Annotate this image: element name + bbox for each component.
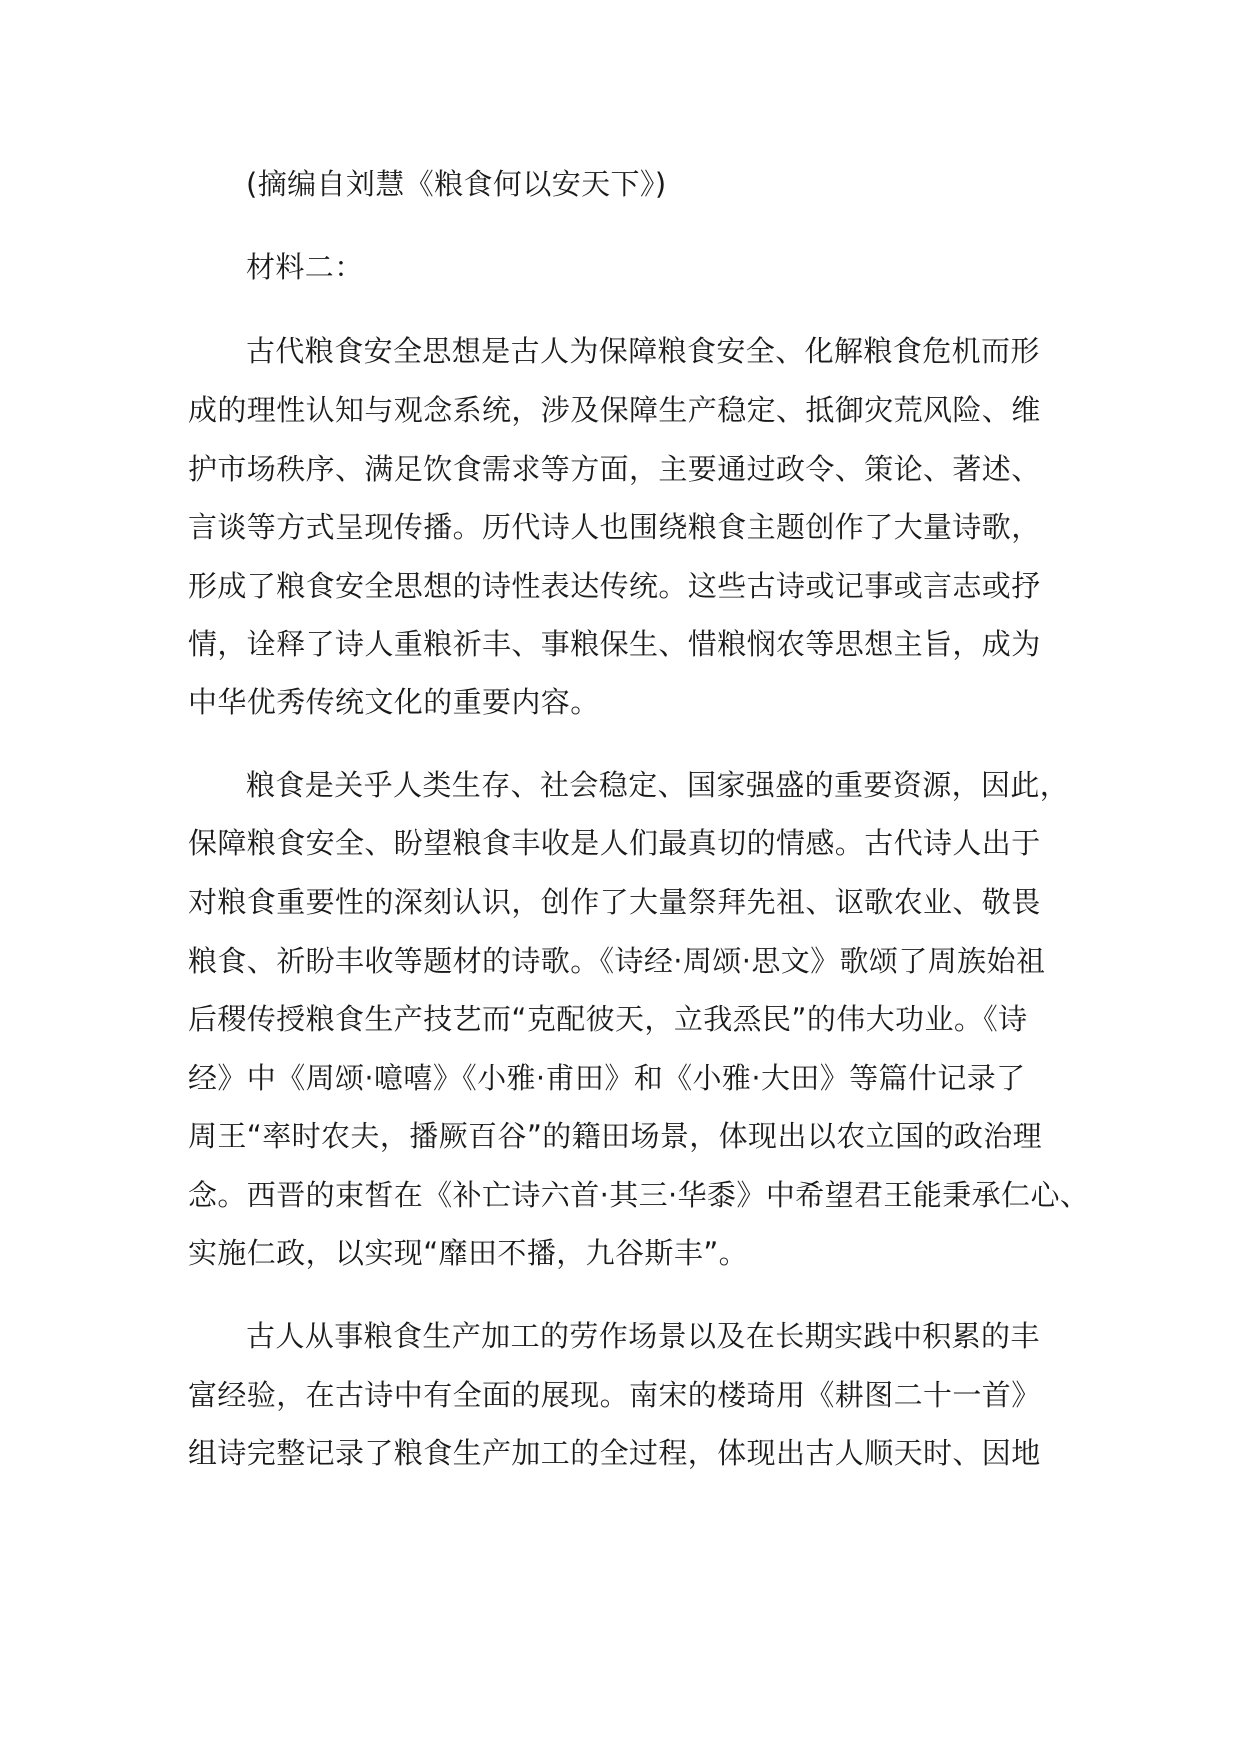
paragraph-2-line-3: 对粮食重要性的深刻认识，创作了大量祭拜先祖、讴歌农业、敬畏 bbox=[188, 885, 1041, 919]
paragraph-1-line-5: 形成了粮食安全思想的诗性表达传统。这些古诗或记事或言志或抒 bbox=[188, 569, 1041, 603]
paragraph-1-line-1: 古代粮食安全思想是古人为保障粮食安全、化解粮食危机而形 bbox=[246, 334, 1040, 368]
paragraph-3-line-2: 富经验，在古诗中有全面的展现。南宋的楼琦用《耕图二十一首》 bbox=[188, 1378, 1041, 1412]
paragraph-1-line-3: 护市场秩序、满足饮食需求等方面，主要通过政令、策论、著述、 bbox=[188, 452, 1041, 486]
paragraph-2-line-9: 实施仁政，以实现“靡田不播，九谷斯丰”。 bbox=[188, 1236, 749, 1270]
source-citation: (摘编自刘慧《粮食何以安天下》) bbox=[246, 167, 667, 201]
paragraph-1-line-6: 情，诠释了诗人重粮祈丰、事粮保生、惜粮悯农等思想主旨，成为 bbox=[188, 627, 1041, 661]
paragraph-1-line-4: 言谈等方式呈现传播。历代诗人也围绕粮食主题创作了大量诗歌， bbox=[188, 510, 1041, 544]
paragraph-3-line-1: 古人从事粮食生产加工的劳作场景以及在长期实践中积累的丰 bbox=[246, 1319, 1040, 1353]
section-heading: 材料二： bbox=[246, 250, 364, 284]
paragraph-2-line-2: 保障粮食安全、盼望粮食丰收是人们最真切的情感。古代诗人出于 bbox=[188, 826, 1041, 860]
paragraph-1-line-7: 中华优秀传统文化的重要内容。 bbox=[188, 685, 600, 719]
paragraph-2-line-6: 经》中《周颂·噫嘻》《小雅·甫田》和《小雅·大田》等篇什记录了 bbox=[188, 1061, 1026, 1095]
paragraph-3-line-3: 组诗完整记录了粮食生产加工的全过程，体现出古人顺天时、因地 bbox=[188, 1436, 1041, 1470]
paragraph-2-line-5: 后稷传授粮食生产技艺而“克配彼天，立我烝民”的伟大功业。《诗 bbox=[188, 1002, 1028, 1036]
paragraph-2-line-8: 念。西晋的束皙在《补亡诗六首·其三·华黍》中希望君王能秉承仁心、 bbox=[188, 1178, 1090, 1212]
paragraph-2-line-7: 周王“率时农夫，播厥百谷”的籍田场景，体现出以农立国的政治理 bbox=[188, 1119, 1043, 1153]
paragraph-1-line-2: 成的理性认知与观念系统，涉及保障生产稳定、抵御灾荒风险、维 bbox=[188, 393, 1041, 427]
paragraph-2-line-4: 粮食、祈盼丰收等题材的诗歌。《诗经·周颂·思文》歌颂了周族始祖 bbox=[188, 944, 1046, 978]
paragraph-2-line-1: 粮食是关乎人类生存、社会稳定、国家强盛的重要资源，因此， bbox=[246, 768, 1070, 802]
